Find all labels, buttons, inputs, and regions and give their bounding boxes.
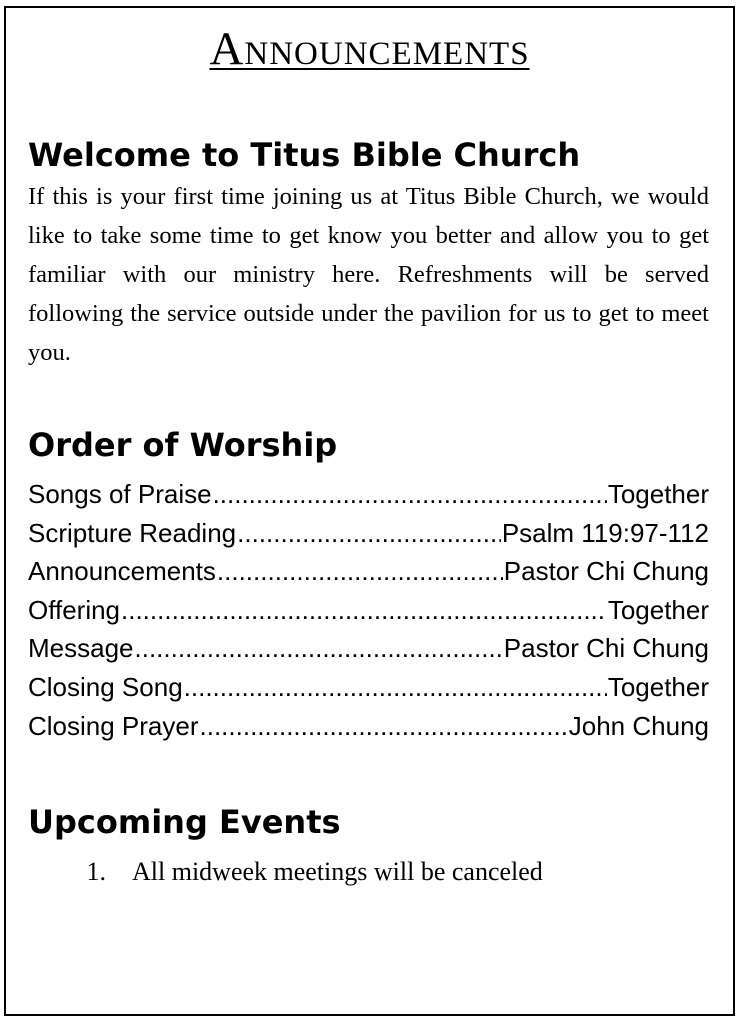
dot-leader — [213, 479, 607, 510]
worship-part: Closing Prayer — [28, 710, 199, 741]
page-title — [6, 25, 733, 74]
welcome-section — [28, 135, 709, 372]
dot-leader — [121, 595, 607, 626]
worship-part: Songs of Praise — [28, 479, 212, 509]
worship-part: Message — [28, 633, 134, 664]
page-title-text: Announcements — [209, 23, 530, 75]
worship-item — [28, 556, 709, 595]
dot-leader — [184, 672, 607, 703]
events-section — [28, 802, 709, 892]
worship-part: Announcements — [28, 556, 216, 587]
worship-leader: Together — [607, 671, 709, 702]
welcome-heading: Welcome to Titus Bible Church — [28, 136, 581, 174]
worship-item — [28, 479, 709, 518]
dot-leader — [237, 518, 501, 549]
worship-part: Closing Song — [28, 671, 183, 702]
worship-list — [28, 479, 709, 749]
worship-part: Offering — [28, 594, 121, 625]
worship-item — [28, 595, 709, 634]
worship-leader: Together — [607, 479, 709, 509]
events-heading: Upcoming Events — [28, 803, 341, 841]
worship-leader: John Chung — [568, 710, 709, 741]
worship-part: Scripture Reading — [28, 517, 237, 548]
event-item — [28, 852, 709, 892]
event-number: 1. — [86, 857, 106, 886]
worship-leader: Psalm 119:97-112 — [501, 517, 709, 548]
dot-leader — [135, 633, 503, 664]
dot-leader — [217, 556, 503, 587]
worship-item — [28, 518, 709, 557]
worship-heading: Order of Worship — [28, 426, 338, 464]
worship-section — [28, 425, 709, 749]
worship-leader: Pastor Chi Chung — [503, 556, 709, 587]
announcement-page — [4, 6, 735, 1016]
dot-leader — [200, 711, 568, 742]
welcome-paragraph: If this is your first time joining us at Titus Bible Church, we would like to take some time to get know you better and allow you to get familiar with our ministry here. Refreshments will be served following the service outside under the pavilion for us to get to meet you. — [28, 183, 709, 366]
worship-leader: Pastor Chi Chung — [503, 633, 709, 664]
worship-item — [28, 672, 709, 711]
worship-leader: Together — [607, 594, 709, 625]
worship-item — [28, 711, 709, 750]
worship-item — [28, 633, 709, 672]
events-list — [28, 852, 709, 892]
event-text: All midweek meetings will be canceled — [132, 857, 543, 886]
